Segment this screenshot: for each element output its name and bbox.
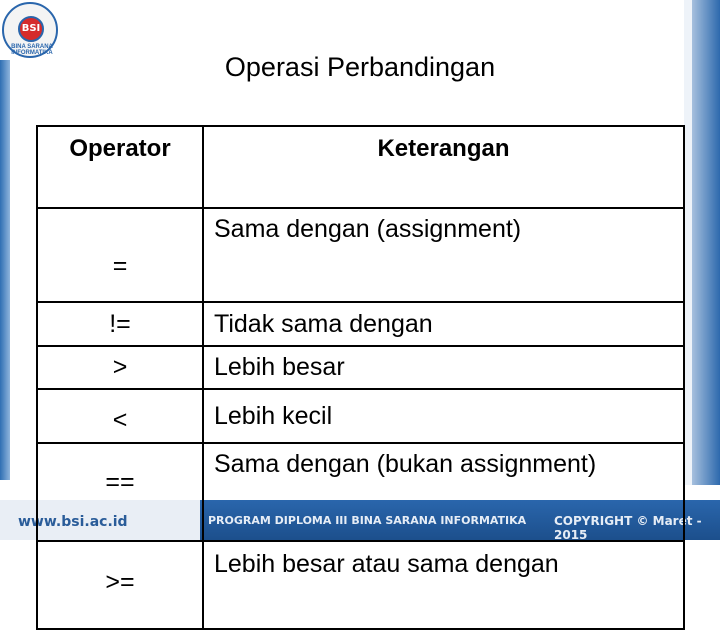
header-keterangan: Keterangan bbox=[203, 126, 684, 208]
description-cell: Tidak sama dengan bbox=[203, 302, 684, 346]
table-row bbox=[37, 302, 684, 346]
description-cell: Lebih besar atau sama dengan bbox=[203, 541, 684, 629]
bsi-logo-ring-text: BINA SARANA INFORMATIKA bbox=[11, 44, 53, 56]
header-operator: Operator bbox=[37, 126, 203, 208]
table-row bbox=[37, 346, 684, 389]
operator-cell: >= bbox=[37, 541, 203, 629]
operator-cell: > bbox=[37, 346, 203, 389]
description-cell: Lebih kecil bbox=[203, 389, 684, 443]
operator-cell: = bbox=[37, 208, 203, 302]
description-cell: Sama dengan (bukan assignment) bbox=[203, 443, 684, 541]
table-row bbox=[37, 208, 684, 302]
bsi-logo bbox=[2, 2, 58, 58]
table-row bbox=[37, 541, 684, 629]
comparison-operators-table bbox=[36, 125, 685, 630]
slide-title: Operasi Perbandingan bbox=[224, 52, 496, 82]
left-decorative-strip bbox=[0, 60, 10, 480]
operator-cell: == bbox=[37, 443, 203, 541]
bsi-logo-mark: BSI bbox=[18, 16, 44, 42]
operator-cell: < bbox=[37, 389, 203, 443]
footer-copyright: COPYRIGHT © Maret - 2015 bbox=[554, 514, 702, 540]
footer-program: PROGRAM DIPLOMA III BINA SARANA INFORMATIKA bbox=[208, 514, 527, 527]
table-row bbox=[37, 443, 684, 541]
table-header-row bbox=[37, 126, 684, 208]
footer-url: www.bsi.ac.id bbox=[18, 514, 128, 530]
description-cell: Lebih besar bbox=[203, 346, 684, 389]
table-row bbox=[37, 389, 684, 443]
description-cell: Sama dengan (assignment) bbox=[203, 208, 684, 302]
operator-cell: != bbox=[37, 302, 203, 346]
